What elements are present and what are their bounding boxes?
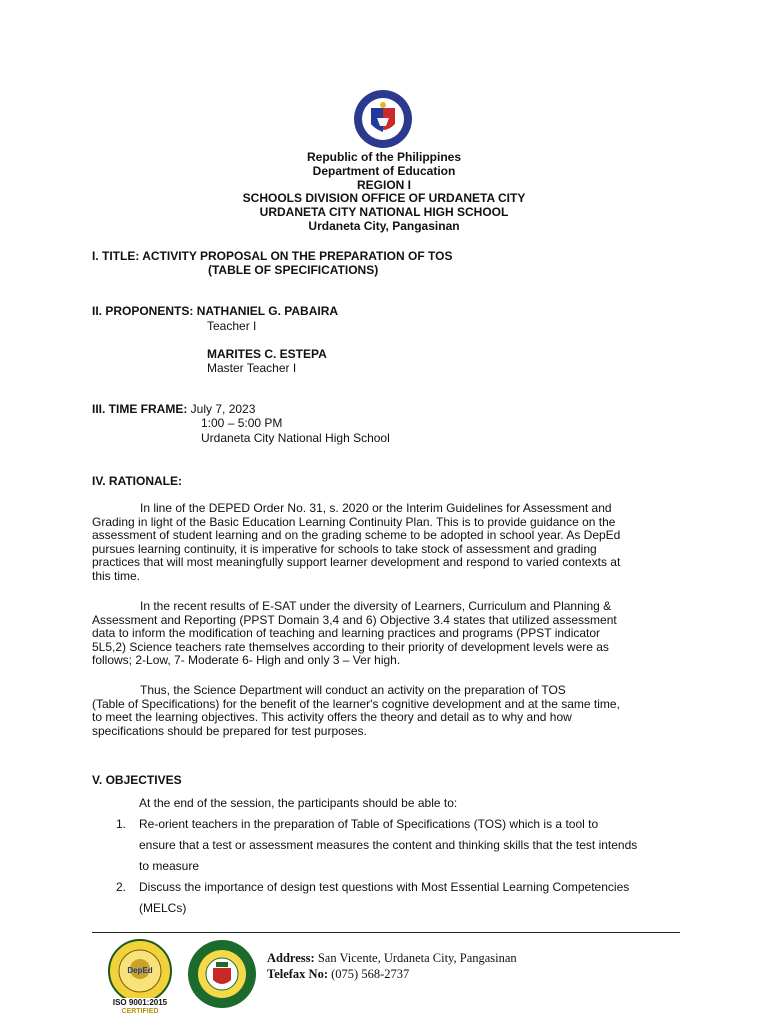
proponent-1-role: Teacher I [207, 319, 257, 333]
header-school: URDANETA CITY NATIONAL HIGH SCHOOL [259, 205, 509, 220]
header-division: SCHOOLS DIVISION OFFICE OF URDANETA CITY [242, 191, 526, 206]
time-frame-venue: Urdaneta City National High School [201, 431, 390, 445]
rationale-p3-line: to meet the learning objectives. This activity offers the theory and detail as to why and how [92, 710, 572, 725]
footer-address [267, 950, 517, 966]
title-subtitle: (TABLE OF SPECIFICATIONS) [208, 263, 379, 277]
deped-text: DepEd [127, 966, 153, 975]
rationale-p2-line: In the recent results of E-SAT under the diversity of Learners, Curriculum and Planning & [140, 599, 612, 613]
header-republic: Republic of the Philippines [306, 150, 461, 164]
time-frame-label: III. TIME FRAME: [92, 402, 188, 416]
rationale-paragraph-1 [92, 502, 662, 584]
rationale-heading: IV. RATIONALE: [92, 474, 183, 488]
iso-certified-logo [96, 938, 184, 1014]
list-item-number: 1. [116, 817, 127, 831]
list-item-text: Discuss the importance of design test questions with Most Essential Learning Competencies (MELCs) [139, 880, 630, 915]
footer-divider [92, 932, 680, 933]
list-item [92, 877, 682, 919]
rationale-p1-line: In line of the DEPED Order No. 31, s. 2020 or the Interim Guidelines for Assessment and [140, 501, 612, 515]
rationale-p2-line: follows; 2-Low, 7- Moderate 6- High and only 3 – Ver high. [92, 653, 401, 668]
rationale-paragraph-3 [92, 684, 662, 738]
list-item-number: 2. [116, 880, 127, 894]
rationale-p1-line: pursues learning continuity, it is imperative for schools to take stock of assessment and grading [92, 541, 597, 556]
letterhead [0, 151, 768, 234]
header-region: REGION I [356, 177, 411, 192]
rationale-p3-line: (Table of Specifications) for the benefit of the learner's cognitive development and at the same time, [92, 696, 620, 711]
objectives-intro: At the end of the session, the participants should be able to: [139, 796, 458, 810]
telefax-label: Telefax No: [267, 967, 328, 981]
proponent-2-name: MARITES C. ESTEPA [207, 347, 327, 361]
footer-contact [267, 950, 517, 982]
rationale-p2-line: 5L5,2) Science teachers rate themselves according to their priority of development levels were as [92, 639, 609, 654]
rationale-p3-line: specifications should be prepared for test purposes. [92, 723, 367, 738]
rationale-p2-line: data to inform the modification of teaching and learning practices and programs (PPST indicator [92, 626, 601, 641]
iso-text: ISO 9001:2015 [112, 998, 168, 1007]
time-frame-date: July 7, 2023 [190, 402, 256, 416]
proponent-1-name: NATHANIEL G. PABAIRA [196, 304, 339, 318]
rationale-p1-line: practices that will most meaningfully support learner development and respond to varied contexts at [92, 555, 621, 570]
rationale-paragraph-2 [92, 600, 662, 668]
rationale-p1-line: Grading in light of the Basic Education Learning Continuity Plan. This is to provide guidance on the [92, 514, 616, 529]
proponents-section [92, 304, 338, 318]
telefax-value: (075) 568-2737 [331, 967, 410, 981]
address-value: San Vicente, Urdaneta City, Pangasinan [317, 951, 517, 965]
rationale-p1-line: this time. [92, 568, 141, 583]
proponents-label: II. PROPONENTS: [92, 304, 194, 318]
list-item [92, 814, 682, 877]
list-item-text: Re-orient teachers in the preparation of Table of Specifications (TOS) which is a tool to ensure that a test or assessment measures the content and thinking skills that the test intends to measure [139, 817, 638, 873]
rationale-p2-line: Assessment and Reporting (PPST Domain 3,4 and 6) Objective 3.4 states that utilized assessment [92, 612, 617, 627]
time-frame-time: 1:00 – 5:00 PM [201, 416, 283, 430]
proponent-2-role: Master Teacher I [207, 361, 297, 375]
title-label: I. TITLE: ACTIVITY PROPOSAL ON THE PREPARATION OF TOS [92, 249, 453, 263]
time-frame-section [92, 402, 255, 416]
rationale-p3-line: Thus, the Science Department will conduct an activity on the preparation of TOS [140, 683, 566, 697]
objectives-heading: V. OBJECTIVES [92, 773, 182, 787]
address-label: Address: [267, 951, 315, 965]
footer-telefax [267, 966, 517, 982]
certified-text: CERTIFIED [121, 1008, 159, 1014]
deped-seal-logo [342, 88, 424, 150]
header-city: Urdaneta City, Pangasinan [308, 218, 460, 233]
objectives-list [92, 814, 682, 920]
school-seal-logo [186, 938, 258, 1010]
rationale-p1-line: assessment of student learning and on the grading scheme to be adopted in school year. As DepEd [92, 528, 621, 543]
header-department: Department of Education [312, 163, 456, 178]
